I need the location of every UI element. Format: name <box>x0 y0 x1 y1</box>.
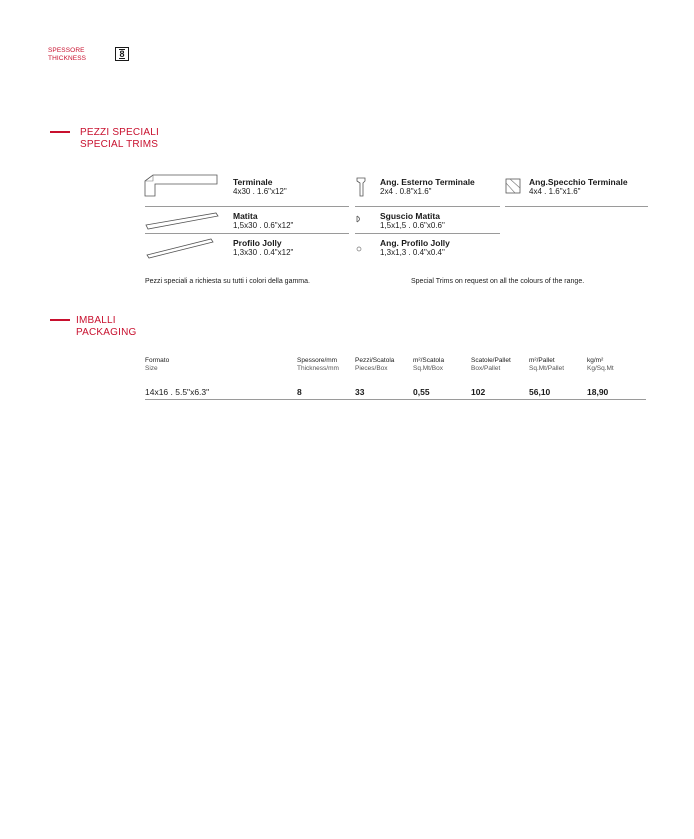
packaging-title-en: PACKAGING <box>76 327 137 338</box>
packaging-cell-sqmt-pallet: 56,10 <box>529 387 551 397</box>
trim-name: Ang. Esterno Terminale <box>380 177 475 187</box>
header-label-en: Box/Pallet <box>471 365 501 372</box>
packaging-title-it: IMBALLI <box>76 315 116 326</box>
trim-size: 2x4 . 0.8"x1.6" <box>380 187 432 196</box>
trim-divider <box>355 206 500 207</box>
trim-sguscio-matita <box>380 211 445 231</box>
packaging-header-sqmt-box <box>413 357 444 373</box>
trim-terminale <box>233 177 287 197</box>
thickness-label-en: THICKNESS <box>48 55 87 62</box>
trim-size: 1,3x30 . 0.4"x12" <box>233 248 294 257</box>
trim-size: 1,5x30 . 0.6"x12" <box>233 221 294 230</box>
trim-size: 1,5x1,5 . 0.6"x0.6" <box>380 221 445 230</box>
special-trims-accent-line <box>50 131 70 133</box>
thickness-top-tick <box>119 49 125 50</box>
header-label-it: Formato <box>145 357 170 364</box>
trim-name: Terminale <box>233 177 273 187</box>
trim-divider <box>145 233 349 234</box>
packaging-cell-box-pallet: 102 <box>471 387 486 397</box>
profilo-jolly-trim-icon <box>145 236 215 260</box>
trim-ang-profilo-jolly <box>380 238 450 258</box>
matita-trim-icon <box>144 209 220 231</box>
thickness-label-it: SPESSORE <box>48 47 85 54</box>
packaging-cell-size: 14x16 . 5.5"x6.3" <box>145 387 210 397</box>
terminale-trim-icon <box>143 172 219 198</box>
trim-name: Ang.Specchio Terminale <box>529 177 628 187</box>
mirror-corner-trim-icon <box>505 178 521 194</box>
trim-divider <box>505 206 648 207</box>
trim-name: Sguscio Matita <box>380 211 440 221</box>
trim-profilo-jolly <box>233 238 293 258</box>
header-label-en: Pieces/Box <box>355 365 388 372</box>
packaging-header-size <box>145 357 169 373</box>
trim-name: Profilo Jolly <box>233 238 282 248</box>
trim-matita <box>233 211 293 231</box>
trim-size: 4x4 . 1.6"x1.6" <box>529 187 581 196</box>
special-trims-heading <box>80 127 159 151</box>
header-label-en: Size <box>145 365 158 372</box>
trim-name: Matita <box>233 211 258 221</box>
header-label-it: kg/m² <box>587 357 604 364</box>
header-label-en: Sq.Mt/Pallet <box>529 365 565 372</box>
special-trims-note-it: Pezzi speciali a richiesta su tutti i colori della gamma. <box>145 278 310 285</box>
trim-name: Ang. Profilo Jolly <box>380 238 450 248</box>
header-label-it: Scatole/Pallet <box>471 357 511 364</box>
packaging-accent-line <box>50 319 70 321</box>
packaging-header-kg-sqmt <box>587 357 614 373</box>
packaging-header-pieces-box <box>355 357 394 373</box>
header-label-en: Sq.Mt/Box <box>413 365 443 372</box>
external-corner-trim-icon <box>356 176 368 198</box>
packaging-header-box-pallet <box>471 357 511 373</box>
special-trims-note-en: Special Trims on request on all the colours of the range. <box>411 278 585 285</box>
trim-size: 4x30 . 1.6"x12" <box>233 187 287 196</box>
thickness-badge <box>115 47 129 61</box>
packaging-cell-thickness: 8 <box>297 387 302 397</box>
header-label-it: Pezzi/Scatola <box>355 357 395 364</box>
thickness-label <box>48 47 86 63</box>
special-trims-title-it: PEZZI SPECIALI <box>80 127 159 138</box>
thickness-bottom-tick <box>119 58 125 59</box>
header-label-it: m²/Pallet <box>529 357 555 364</box>
header-label-it: Spessore/mm <box>297 357 338 364</box>
packaging-cell-kg-sqmt: 18,90 <box>587 387 609 397</box>
header-label-en: Thickness/mm <box>297 365 339 372</box>
trim-ang-specchio-terminale <box>529 177 628 197</box>
packaging-row-divider <box>145 399 646 400</box>
trim-divider <box>355 233 500 234</box>
header-label-en: Kg/Sq.Mt <box>587 365 614 372</box>
trim-size: 1,3x1,3 . 0.4"x0.4" <box>380 248 445 257</box>
packaging-cell-sqmt-box: 0,55 <box>413 387 430 397</box>
sguscio-trim-icon <box>355 215 363 223</box>
trim-divider <box>145 206 349 207</box>
trim-ang-esterno-terminale <box>380 177 475 197</box>
packaging-heading <box>76 315 137 339</box>
special-trims-title-en: SPECIAL TRIMS <box>80 139 159 150</box>
header-label-it: m²/Scatola <box>413 357 445 364</box>
packaging-cell-pieces-box: 33 <box>355 387 365 397</box>
thickness-value: 8 <box>119 49 125 59</box>
jolly-corner-trim-icon <box>355 245 363 253</box>
packaging-header-thickness <box>297 357 339 373</box>
packaging-header-sqmt-pallet <box>529 357 564 373</box>
